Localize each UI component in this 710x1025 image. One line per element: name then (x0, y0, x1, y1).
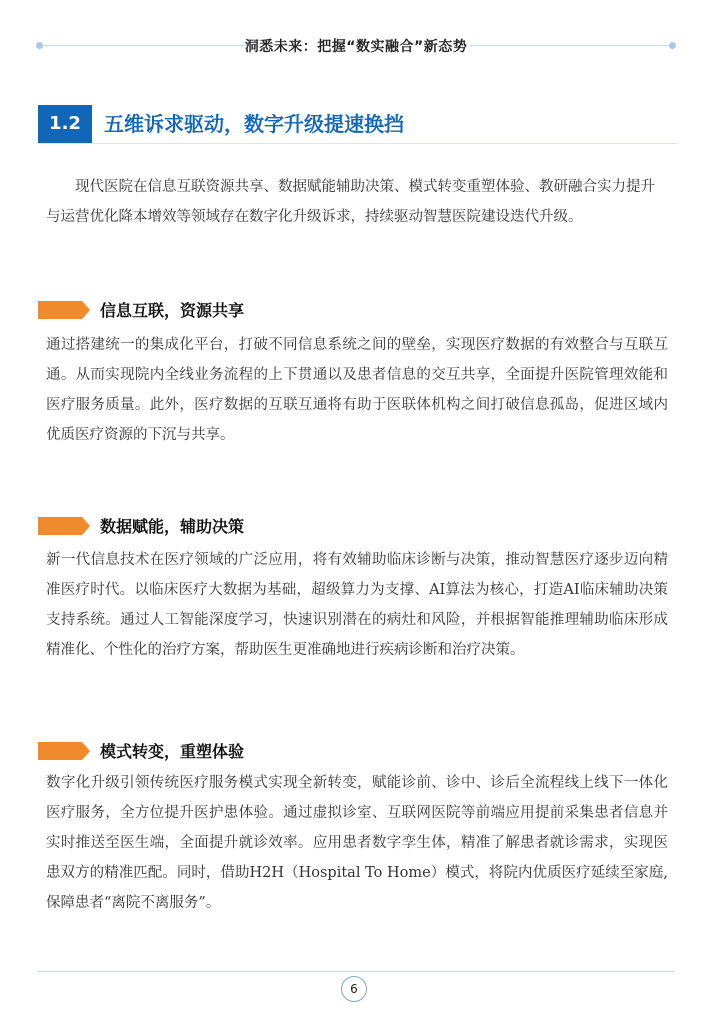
orange-arrow-icon (38, 517, 90, 535)
subsection-body: 数字化升级引领传统医疗服务模式实现全新转变，赋能诊前、诊中、诊后全流程线上线下一体化医疗服务，全方位提升医护患体验。通过虚拟诊室、互联网医院等前端应用提前采集患者信息并实时推送至医生端，全面提升就诊效率。应用患者数字孪生体，精准了解患者就诊需求，实现医患双方的精准匹配。同时，借助H2H（Hospital To Home）模式，将院内优质医疗延续至家庭, 保障患者“离院不离服务”。 (46, 775, 668, 911)
page-number: 6 (341, 976, 367, 1002)
footer-line (38, 971, 674, 972)
subsection-body: 新一代信息技术在医疗领域的广泛应用，将有效辅助临床诊断与决策，推动智慧医疗逐步迈向精准医疗时代。以临床医疗大数据为基础，超级算力为支撑、AI算法为核心，打造AI临床辅助决策支持系统。通过人工智能深度学习，快速识别潜在的病灶和风险，并根据智能推理辅助临床形成精准化、个性化的治疗方案，帮助医生更准确地进行疾病诊断和治疗决策。 (46, 552, 668, 658)
section-title: 五维诉求驱动，数字升级提速换挡 (104, 112, 404, 136)
subsection-heading-info-interconnect (38, 300, 678, 324)
section-heading (38, 105, 678, 143)
section-number-badge: 1.2 (38, 105, 92, 143)
header-title: 洞悉未来：把握“数实融合”新态势 (244, 39, 468, 55)
subsection-heading-data-empower (38, 516, 678, 540)
intro-paragraph: 现代医院在信息互联资源共享、数据赋能辅助决策、模式转变重塑体验、教研融合实力提升与运营优化降本增效等领域存在数字化升级诉求，持续驱动智慧医院建设迭代升级。 (46, 179, 655, 225)
orange-arrow-icon (38, 301, 90, 319)
header-right-dot (669, 42, 676, 49)
subsection-title: 模式转变，重塑体验 (100, 742, 245, 761)
subsection-title: 信息互联，资源共享 (100, 301, 245, 320)
header-right-line (470, 45, 670, 46)
section-underline (38, 143, 678, 144)
subsection-title: 数据赋能，辅助决策 (100, 517, 245, 536)
subsection-heading-mode-shift (38, 741, 678, 765)
running-header (36, 34, 676, 58)
orange-arrow-icon (38, 742, 90, 760)
subsection-body: 通过搭建统一的集成化平台，打破不同信息系统之间的壁垒，实现医疗数据的有效整合与互联互通。从而实现院内全线业务流程的上下贯通以及患者信息的交互共享，全面提升医院管理效能和医疗服务质量。此外，医疗数据的互联互通将有助于医联体机构之间打破信息孤岛，促进区域内优质医疗资源的下沉与共享。 (46, 337, 668, 443)
